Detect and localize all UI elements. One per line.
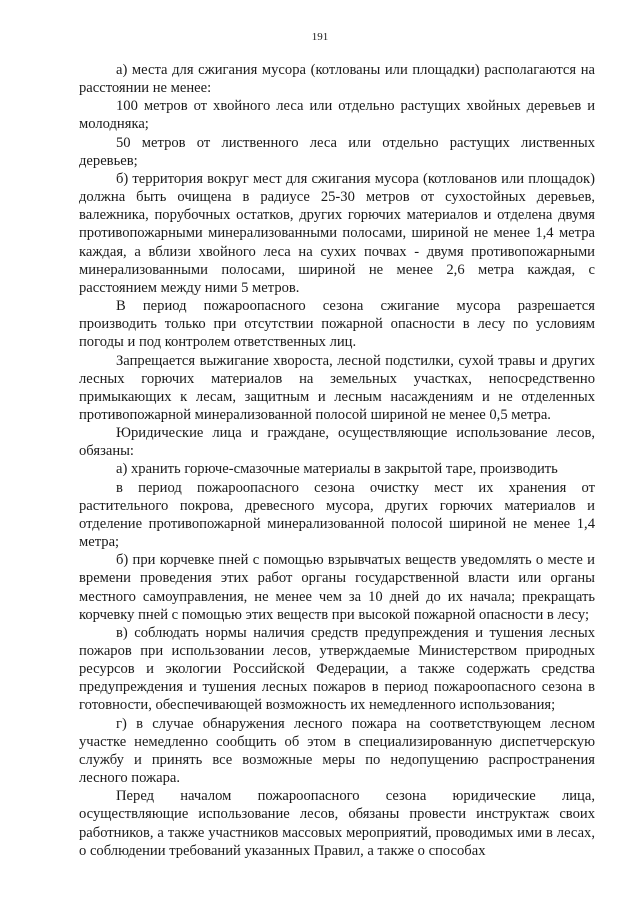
paragraph-territory-clearing: б) территория вокруг мест для сжигания мусора (котлованов или площадок) должна быть очищена в радиусе 25-30 метров от сухостойных деревьев, валежника, порубочных остатков, других горючих материалов и отделена двумя противопожарными минерализованными полосами, шириной не менее 1,4 метра каждая, а вблизи хвойного леса на сухих почвах - двумя противопожарными минерализованными полосами, шириной не менее 2,6 метра каждая, с расстоянием между ними 5 метров. xyxy=(79,170,595,296)
paragraph-fire-season-burning: В период пожароопасного сезона сжигание мусора разрешается производить только при отсутствии пожарной опасности в лесу по условиям погоды и под контролем ответственных лиц. xyxy=(79,298,595,351)
paragraph-prohibition: Запрещается выжигание хвороста, лесной подстилки, сухой травы и других лесных горючих материалов на земельных участках, непосредственно примыкающих к лесам, защитным и лесным насаждениям и не отделенных противопожарной минерализованной полосой шириной не менее 0,5 метра. xyxy=(79,352,595,423)
paragraph-fuel-storage: а) хранить горюче-смазочные материалы в закрытой таре, производить xyxy=(116,461,558,478)
paragraph-obligations-intro: Юридические лица и граждане, осуществляющие использование лесов, обязаны: xyxy=(79,425,595,460)
paragraph-fuel-storage-cont: в период пожароопасного сезона очистку мест их хранения от растительного покрова, древесного мусора, других горючих материалов и отделение противопожарной минерализованной полосой шириной не менее 1,4 метра; xyxy=(79,479,595,551)
paragraph-burning-sites: а) места для сжигания мусора (котлованы или площадки) располагаются на расстоянии не менее: xyxy=(79,62,595,97)
paragraph-stump-blasting: б) при корчевке пней с помощью взрывчатых веществ уведомлять о месте и времени проведения этих работ органы государственной власти или органы местного самоуправления, не менее чем за 10 дней до их начала; прекращать корчевку пней с помощью этих веществ при высокой пожарной опасности в лесу; xyxy=(79,552,595,623)
paragraph-briefing: Перед началом пожароопасного сезона юридические лица, осуществляющие использование лесов, обязаны провести инструктаж своих работников, а также участников массовых мероприятий, проводимых ими в лесах, о соблюдении требований указанных Правил, а также о способах xyxy=(79,788,595,859)
paragraph-fire-equipment: в) соблюдать нормы наличия средств предупреждения и тушения лесных пожаров при использовании лесов, утверждаемые Министерством природных ресурсов и экологии Российской Федерации, а также содержать средства предупреждения и тушения лесных пожаров в период пожароопасного сезона в готовности, обеспечивающей возможность их немедленного использования; xyxy=(79,624,595,714)
paragraph-distance-deciduous: 50 метров от лиственного леса или отдельно растущих лиственных деревьев; xyxy=(79,134,595,169)
paragraph-distance-coniferous: 100 метров от хвойного леса или отдельно растущих хвойных деревьев и молодняка; xyxy=(79,98,595,133)
paragraph-fire-detection: г) в случае обнаружения лесного пожара на соответствующем лесном участке немедленно сообщить об этом в специализированную диспетчерскую службу и принять все возможные меры по недопущению распространения лесного пожара. xyxy=(79,715,595,787)
document-body xyxy=(79,61,595,860)
page-number: 191 xyxy=(311,31,329,43)
